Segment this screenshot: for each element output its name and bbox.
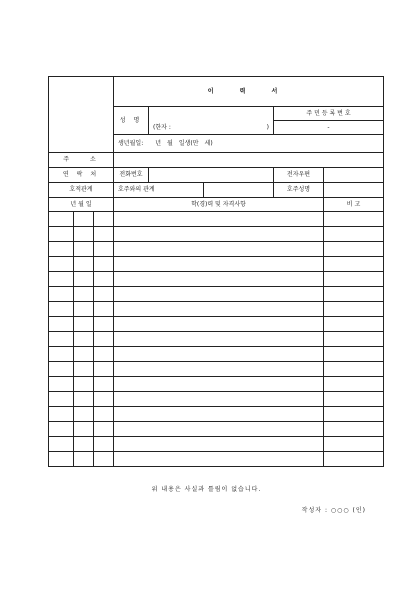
year-cell[interactable] [49,242,74,257]
remarks-cell[interactable] [324,362,384,377]
month-cell[interactable] [74,362,94,377]
day-cell[interactable] [94,437,114,452]
rrn-cell [274,107,384,135]
remarks-cell[interactable] [324,392,384,407]
content-cell[interactable] [114,302,324,317]
month-cell[interactable] [74,317,94,332]
month-cell[interactable] [74,392,94,407]
history-row [49,407,384,422]
day-cell[interactable] [94,347,114,362]
page-title: 이 력 서 [114,77,384,107]
year-cell[interactable] [49,392,74,407]
contact-label: 연 락 처 [49,168,114,183]
content-cell[interactable] [114,422,324,437]
history-row [49,452,384,467]
year-cell[interactable] [49,437,74,452]
year-cell[interactable] [49,407,74,422]
day-cell[interactable] [94,242,114,257]
year-cell[interactable] [49,332,74,347]
family-relation-label: 호적관계 [49,183,114,198]
month-cell[interactable] [74,452,94,467]
day-cell[interactable] [94,422,114,437]
rrn-label: 주 민 등 록 번 호 [274,107,383,121]
month-cell[interactable] [74,347,94,362]
year-cell[interactable] [49,362,74,377]
content-cell[interactable] [114,362,324,377]
day-cell[interactable] [94,392,114,407]
head-name-label: 호주성명 [274,183,324,198]
signature-line: 작성자 : ○○○ (인) [301,507,366,514]
year-cell[interactable] [49,272,74,287]
day-cell[interactable] [94,332,114,347]
history-row [49,227,384,242]
year-cell[interactable] [49,257,74,272]
content-cell[interactable] [114,437,324,452]
remarks-cell[interactable] [324,287,384,302]
name-field[interactable]: (한자 : ) [149,107,274,135]
rrn-value[interactable]: - [327,124,330,131]
birth-date[interactable]: 생년월일: 년 월 일생(만 세) [114,135,384,153]
day-cell[interactable] [94,407,114,422]
content-cell[interactable] [114,347,324,362]
content-cell[interactable] [114,452,324,467]
day-cell[interactable] [94,302,114,317]
month-cell[interactable] [74,422,94,437]
history-row [49,347,384,362]
remarks-cell[interactable] [324,272,384,287]
history-row [49,317,384,332]
remarks-cell[interactable] [324,302,384,317]
month-cell[interactable] [74,302,94,317]
history-row [49,362,384,377]
month-cell[interactable] [74,332,94,347]
head-relation-label: 호주와의 관계 [114,183,204,198]
history-row [49,242,384,257]
year-cell[interactable] [49,287,74,302]
history-row [49,272,384,287]
day-cell[interactable] [94,272,114,287]
photo-box [49,77,114,153]
remarks-cell[interactable] [324,347,384,362]
year-cell[interactable] [49,377,74,392]
day-cell[interactable] [94,257,114,272]
month-cell[interactable] [74,272,94,287]
content-cell[interactable] [114,257,324,272]
content-cell[interactable] [114,242,324,257]
day-cell[interactable] [94,227,114,242]
day-cell[interactable] [94,317,114,332]
head-relation-field[interactable] [204,183,274,198]
head-name-field[interactable] [324,183,384,198]
month-cell[interactable] [74,257,94,272]
history-rows [49,212,384,467]
history-row [49,332,384,347]
month-cell[interactable] [74,287,94,302]
content-cell[interactable] [114,287,324,302]
history-row [49,302,384,317]
history-content-header: 학(경)력 및 자격사항 [114,198,324,212]
content-cell[interactable] [114,377,324,392]
content-cell[interactable] [114,227,324,242]
content-cell[interactable] [114,272,324,287]
content-cell[interactable] [114,317,324,332]
name-label: 성 명 [114,107,149,135]
month-cell[interactable] [74,437,94,452]
year-cell[interactable] [49,452,74,467]
remarks-cell[interactable] [324,437,384,452]
history-row [49,392,384,407]
month-cell[interactable] [74,377,94,392]
content-cell[interactable] [114,392,324,407]
history-row [49,437,384,452]
content-cell[interactable] [114,332,324,347]
remarks-cell[interactable] [324,242,384,257]
email-field[interactable] [324,168,384,183]
history-date-header: 년 월 일 [49,198,114,212]
email-label: 전자우편 [274,168,324,183]
address-field[interactable] [114,153,384,168]
history-row [49,422,384,437]
month-cell[interactable] [74,227,94,242]
remarks-cell[interactable] [324,257,384,272]
day-cell[interactable] [94,452,114,467]
resume-table [48,76,384,467]
remarks-cell[interactable] [324,407,384,422]
day-cell[interactable] [94,377,114,392]
history-row [49,257,384,272]
remarks-cell[interactable] [324,212,384,227]
day-cell[interactable] [94,287,114,302]
year-cell[interactable] [49,317,74,332]
day-cell[interactable] [94,362,114,377]
remarks-cell[interactable] [324,317,384,332]
month-cell[interactable] [74,407,94,422]
phone-field[interactable] [149,168,274,183]
year-cell[interactable] [49,227,74,242]
remarks-cell[interactable] [324,422,384,437]
year-cell[interactable] [49,212,74,227]
history-row [49,212,384,227]
content-cell[interactable] [114,212,324,227]
remarks-cell[interactable] [324,332,384,347]
history-row [49,287,384,302]
phone-label: 전화번호 [114,168,149,183]
year-cell[interactable] [49,422,74,437]
confirmation-note: 위 내용은 사실과 틀림이 없습니다. [151,486,262,493]
remarks-cell[interactable] [324,377,384,392]
history-remarks-header: 비 고 [324,198,384,212]
history-row [49,377,384,392]
month-cell[interactable] [74,212,94,227]
remarks-cell[interactable] [324,227,384,242]
remarks-cell[interactable] [324,452,384,467]
year-cell[interactable] [49,347,74,362]
content-cell[interactable] [114,407,324,422]
address-label: 주 소 [49,153,114,168]
month-cell[interactable] [74,242,94,257]
year-cell[interactable] [49,302,74,317]
day-cell[interactable] [94,212,114,227]
